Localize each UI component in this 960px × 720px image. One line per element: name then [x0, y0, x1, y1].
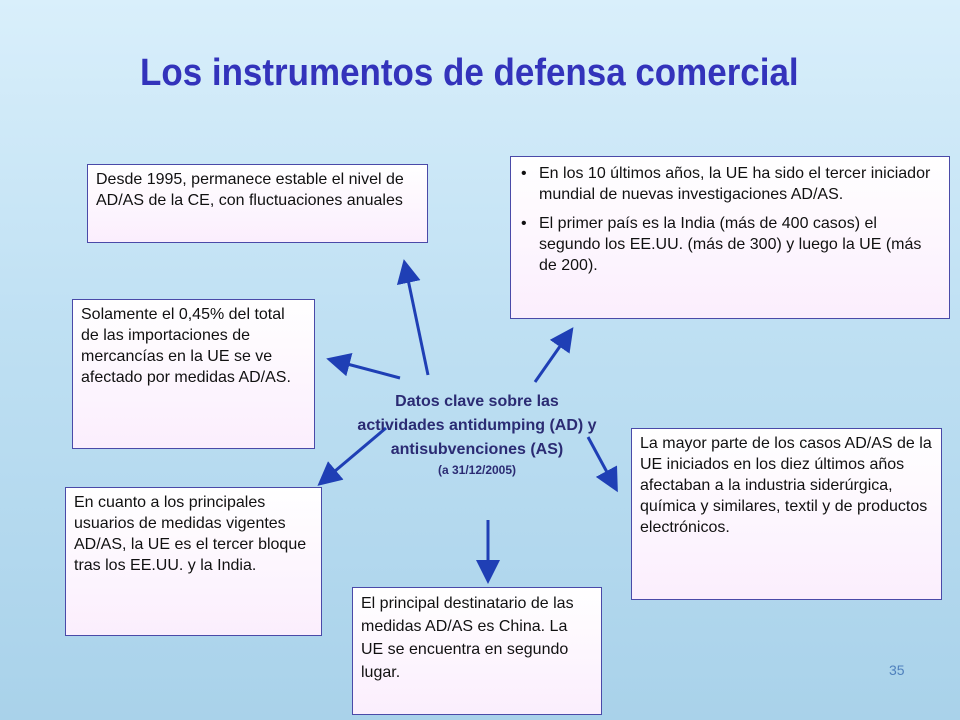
page-number: 35: [889, 662, 905, 678]
box-destination: [352, 587, 602, 715]
center-key-data: [352, 390, 602, 478]
box-imports: [72, 299, 315, 449]
box-stable-text: Desde 1995, permanece estable el nivel de AD/AS de la CE, con fluctuaciones anuales: [96, 171, 404, 209]
center-date: (a 31/12/2005): [437, 463, 517, 477]
box-sectors-text: La mayor parte de los casos AD/AS de la UE iniciados en los diez últimos años afectaban a la industria siderúrgica, química y similares, textil y de productos electrónicos.: [640, 435, 932, 536]
box-imports-text: Solamente el 0,45% del total de las importaciones de mercancías en la UE se ve afectado por medidas AD/AS.: [81, 306, 291, 386]
arrow-to-stable: [405, 265, 428, 375]
arrow-to-initiator: [535, 332, 570, 382]
box-stable-level: [87, 164, 428, 243]
box-users-text: En cuanto a los principales usuarios de medidas vigentes AD/AS, la UE es el tercer bloque tras los EE.UU. y la India.: [74, 494, 307, 574]
initiator-bullet-1: • En los 10 últimos años, la UE ha sido el tercer iniciador mundial de nuevas investigaciones AD/AS.: [519, 163, 941, 205]
box-initiator: [510, 156, 950, 319]
arrow-to-imports: [332, 360, 400, 378]
initiator-bullet-list: [519, 163, 941, 276]
initiator-bullet-2: • El primer país es la India (más de 400 casos) el segundo los EE.UU. (más de 300) y luego la UE (más de 200).: [519, 213, 941, 276]
slide-title: Los instrumentos de defensa comercial: [140, 52, 799, 94]
box-destination-text: El principal destinatario de las medidas AD/AS es China. La UE se encuentra en segundo lugar.: [361, 595, 574, 681]
center-main-text: Datos clave sobre las actividades antidumping (AD) y antisubvenciones (AS): [357, 393, 597, 458]
box-sectors: [631, 428, 942, 600]
box-users: [65, 487, 322, 636]
